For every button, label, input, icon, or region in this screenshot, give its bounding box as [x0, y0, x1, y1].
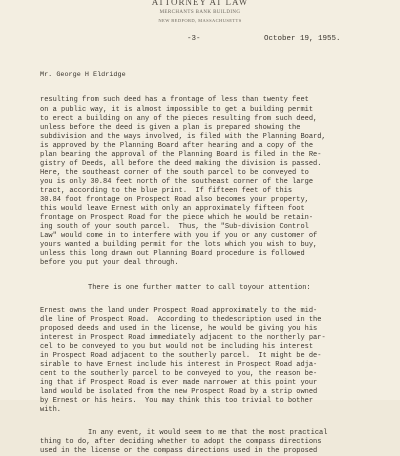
- letter-date: October 19, 1955.: [264, 35, 341, 43]
- body-line: ing that if Prospect Road is ever made narrower at this point your: [40, 379, 318, 387]
- body-line: to erect a building on any of the pieces resulting from such deed,: [40, 115, 318, 123]
- letterhead-address-line-2: NEW BEDFORD, MASSACHUSETTS: [158, 18, 242, 23]
- body-line: In any event, it would seem to me that the most practical: [88, 429, 328, 437]
- body-line: on a public way, it is almost impossible to get a building permit: [40, 106, 314, 114]
- body-line: proposed deeds and used in the license, he would be giving you his: [40, 325, 318, 333]
- body-line: you is only 30.84 feet north of the southeast corner of the large: [40, 178, 314, 186]
- letterhead-address-line-1: MERCHANTS BANK BUILDING: [159, 10, 241, 15]
- body-line: dle line of Prospect Road. According to thedescription used in the: [40, 316, 322, 324]
- body-line: cent to the southerly parcel to be conveyed to you, the reason be-: [40, 370, 318, 378]
- body-line: before you put your deal through.: [40, 259, 179, 267]
- body-line: Law" would come in to interfere with you if you or any customer of: [40, 232, 318, 240]
- body-line: used in the license or the compass directions used in the proposed: [40, 447, 318, 455]
- body-line: interest in Prospect Road immediately adjacent to the northerly par-: [40, 334, 326, 342]
- body-line: with.: [40, 406, 62, 414]
- body-line: Here, the southeast corner of the south parcel to be conveyed to: [40, 169, 309, 177]
- body-line: yours wanted a building permit for the lots which you wish to buy,: [40, 241, 318, 249]
- body-line: unless before the deed is given a plan is prepared showing the: [40, 124, 301, 132]
- body-line: sirable to have Ernest include his interest in Prospect Road adja-: [40, 361, 318, 369]
- body-line: cel to be conveyed to you but would not be including his interest: [40, 343, 314, 351]
- body-line: resulting from such deed has a frontage of less than twenty feet: [40, 96, 309, 104]
- body-line: frontage on Prospect Road for the piece which he would be retain-: [40, 214, 314, 222]
- body-line: is approved by the Planning Board after hearing and a copy of the: [40, 142, 314, 150]
- body-line: unless this long drawn out Planning Board procedure is followed: [40, 250, 305, 258]
- body-line: Ernest owns the land under Prospect Road approximately to the mid-: [40, 307, 318, 315]
- body-line: tract, according to the blue print. If fifteen feet of this: [40, 187, 293, 195]
- body-line: gistry of Deeds, all before the deed making the division is passed.: [40, 160, 322, 168]
- body-line: by Ernest or his heirs. You may think this too trivial to bother: [40, 397, 314, 405]
- body-line: plan bearing the approval of the Planning Board is filed in the Re-: [40, 151, 322, 159]
- body-line: land would be isolated from the new Prospect Road by a strip owned: [40, 388, 318, 396]
- page-number: -3-: [187, 35, 201, 43]
- body-line: subdivision and the ways involved, is filed with the Planning Board,: [40, 133, 326, 141]
- body-line: in Prospect Road adjacent to the southerly parcel. It might be de-: [40, 352, 322, 360]
- body-line: There is one further matter to call toyour attention:: [88, 284, 311, 292]
- salutation: Mr. George H Eldridge: [40, 71, 126, 79]
- body-line: thing to do, after deciding whether to adopt the compass directions: [40, 438, 322, 446]
- letterhead-title: ATTORNEY AT LAW: [151, 0, 249, 7]
- body-line: this would leave Ernest with only an approximately fifteen foot: [40, 205, 305, 213]
- body-line: ing south of your south parcel. Thus, the "Sub-division Control: [40, 223, 309, 231]
- body-line: 30.84 foot frontage on Prospect Road also becomes your property,: [40, 196, 309, 204]
